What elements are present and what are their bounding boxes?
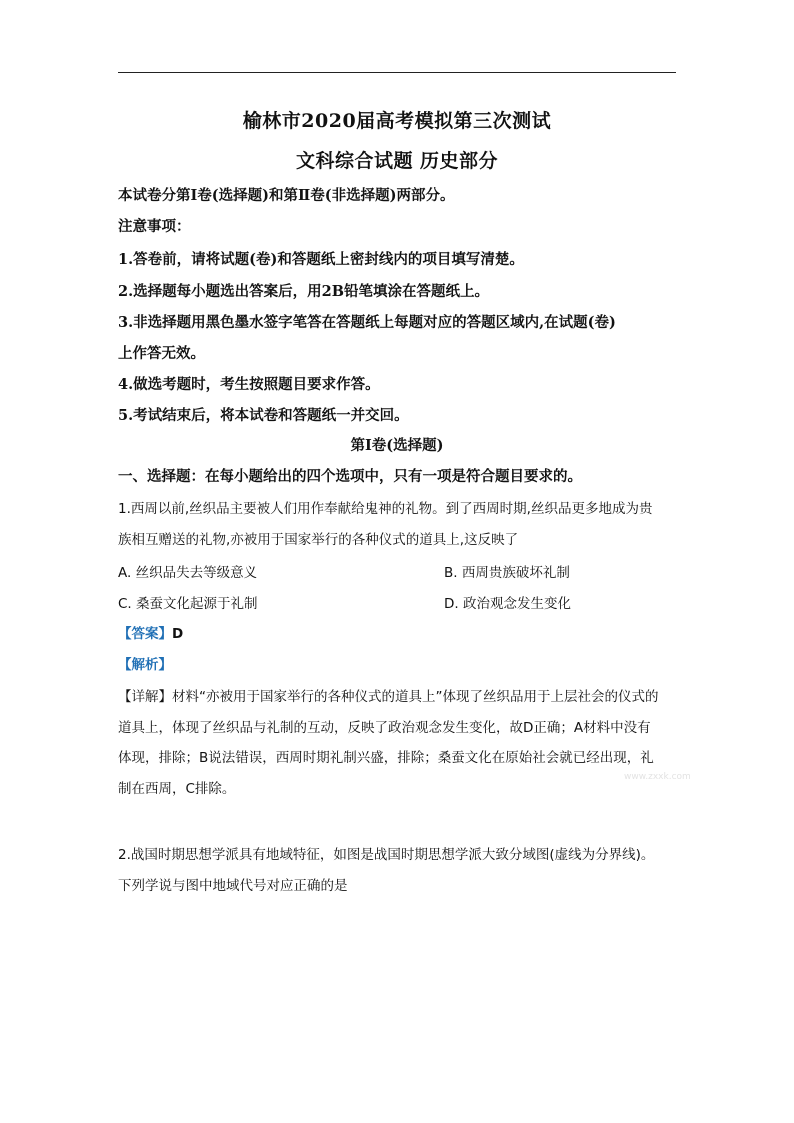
q1-option-a: A. 丝织品失去等级意义	[118, 565, 258, 581]
q1-option-b: B. 西周贵族破坏礼制	[444, 565, 570, 581]
q1-option-c: C. 桑蚕文化起源于礼制	[118, 596, 258, 612]
notice-item-2: 2.选择题每小题选出答案后，用2B铅笔填涂在答题纸上。	[118, 283, 489, 300]
watermark: www.zxxk.com	[624, 772, 691, 782]
notice-item-3: 3.非选择题用黑色墨水签字笔答在答题纸上每题对应的答题区域内,在试题(卷)	[118, 314, 616, 331]
notice-item-1: 1.答卷前，请将试题(卷)和答题纸上密封线内的项目填写清楚。	[118, 251, 524, 268]
section-heading: 一、选择题：在每小题给出的四个选项中，只有一项是符合题目要求的。	[118, 468, 582, 485]
exam-title: 榆林市2020届高考模拟第三次测试	[242, 110, 552, 132]
notice-item-4: 4.做选考题时，考生按照题目要求作答。	[118, 376, 380, 393]
section-title: 第Ⅰ卷(选择题)	[350, 437, 444, 454]
notice-heading: 注意事项：	[118, 218, 191, 235]
q1-detail-line3: 体现，排除；B说法错误，西周时期礼制兴盛，排除；桑蚕文化在原始社会就已经出现，礼	[118, 750, 654, 766]
answer-value: D	[172, 626, 184, 642]
q2-stem-line1: 2.战国时期思想学派具有地域特征，如图是战国时期思想学派大致分域图(虚线为分界线)。	[118, 847, 655, 863]
q1-detail-line2: 道具上，体现了丝织品与礼制的互动，反映了政治观念发生变化，故D正确；A材料中没有	[118, 720, 651, 736]
exam-subtitle: 文科综合试题 历史部分	[295, 150, 499, 172]
q1-option-d: D. 政治观念发生变化	[444, 596, 571, 612]
q1-stem-line1: 1.西周以前,丝织品主要被人们用作奉献给鬼神的礼物。到了西周时期,丝织品更多地成为贵	[118, 501, 653, 517]
q1-detail-line1: 【详解】材料“亦被用于国家举行的各种仪式的道具上”体现了丝织品用于上层社会的仪式的	[118, 689, 659, 705]
q2-stem-line2: 下列学说与图中地域代号对应正确的是	[118, 878, 348, 894]
notice-item-3-cont: 上作答无效。	[118, 345, 205, 362]
q1-analysis-line	[118, 653, 172, 673]
instructions-intro: 本试卷分第Ⅰ卷(选择题)和第Ⅱ卷(非选择题)两部分。	[118, 187, 455, 204]
q1-detail-line4: 制在西周，C排除。	[118, 781, 236, 797]
notice-item-5: 5.考试结束后，将本试卷和答题纸一并交回。	[118, 407, 409, 424]
answer-tag: 【答案】	[118, 626, 172, 642]
header-rule	[118, 72, 676, 73]
analysis-tag: 【解析】	[118, 657, 172, 673]
q1-answer-line	[118, 622, 183, 642]
q1-stem-line2: 族相互赠送的礼物,亦被用于国家举行的各种仪式的道具上,这反映了	[118, 532, 519, 548]
